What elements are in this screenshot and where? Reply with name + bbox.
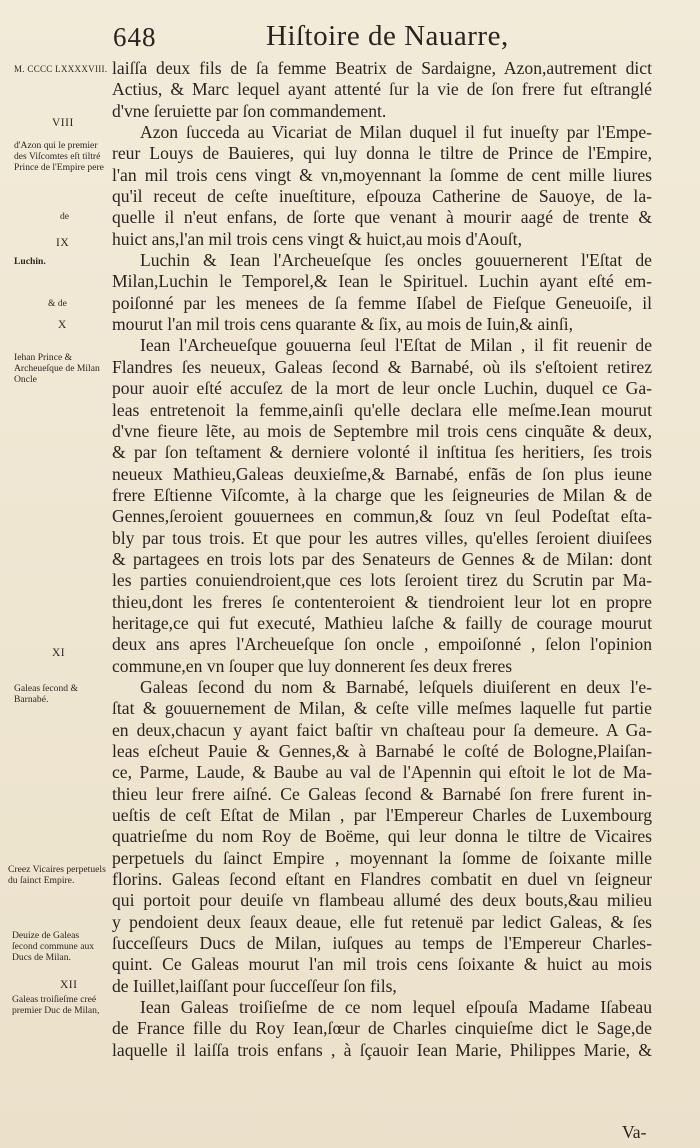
text-line: laiſſa deux fils de ſa femme Beatrix de Sardaigne, Azon,autrement dict	[112, 58, 652, 78]
text-line: frere Eſtienne Viſcomte, à la charge que les ſeigneuries de Milan & de	[112, 484, 652, 505]
text-line: thieu leur frere aiſné. Ce Galeas ſecond & Barnabé ſon frere furent in-	[112, 783, 652, 804]
text-line: leas entretenoit la femme,ainſi qu'elle declara elle meſme.Iean mourut	[112, 399, 652, 420]
margin-note-deuize: Deuize de Galeas ſecond commune aux Ducs de Milan.	[12, 930, 95, 963]
text-line: ſucceſſeurs Ducs de Milan, iuſques au temps de l'Empereur Charles-	[112, 933, 652, 954]
running-title: Hiſtoire de Nauarre,	[266, 20, 509, 52]
margin-number-xii: XII	[60, 979, 78, 991]
margin-note-luchin: Luchin.	[14, 256, 46, 267]
margin-note-azon: d'Azon qui le premier des Viſcomtes eſt tiltré Prince de l'Empire pere	[14, 140, 104, 173]
text-line: quint. Ce Galeas mourut l'an mil trois cens ſoixante & huict au mois	[112, 954, 652, 975]
margin-note-de: de	[60, 211, 70, 222]
margin-note-vicaires: Creez Vicaires perpetuels du ſainct Empire.	[8, 864, 106, 886]
text-line: d'vne ſeruiette par ſon commandement.	[112, 100, 387, 121]
text-line: Iean l'Archeueſque gouuerna ſeul l'Eſtat de Milan , il fit reuenir de	[140, 335, 652, 356]
margin-note-and-de: & de	[48, 298, 67, 309]
text-line: heritage,ce qui fut executé, Mathieu laſche & failly de courage mourut	[112, 612, 652, 633]
text-line: y pendoient deux ſeaux deaue, elle fut retenuë par ledict Galeas, & ſes	[112, 911, 652, 932]
text-line: de Iuillet,laiſſant pour ſucceſſeur ſon fils,	[112, 975, 397, 996]
text-line: les parties conuiendroient,que ces lots ſeroient tirez du Scrutin par Ma-	[112, 570, 652, 591]
text-line: ſtat & gouuernement de Milan, & ceſte ville meſmes laquelle fut partie	[112, 698, 652, 719]
text-line: Iean Galeas troiſieſme de ce nom lequel eſpouſa Madame Iſabeau	[140, 997, 652, 1018]
margin-number-xi: XI	[52, 647, 66, 659]
text-line: florins. Galeas ſecond eſtant en Flandres combatit en duel vn ſeigneur	[112, 869, 652, 890]
text-line: & partagees en trois lots par des Senateurs de Gennes & de Milan: dont	[112, 548, 652, 569]
text-line: Galeas ſecond du nom & Barnabé, leſquels diuiſerent en deux l'e-	[140, 676, 652, 697]
text-line: Azon ſucceda au Vicariat de Milan duquel il fut inueſty par l'Empe-	[140, 122, 652, 143]
text-line: d'vne fieure lẽte, au mois de Septembre mil trois cens cinquãte & deux,	[112, 420, 652, 441]
text-line: poiſonné par les menees de ſa femme Iſabel de Fieſque Geneuoiſe, il	[112, 292, 652, 313]
margin-note-galeas-troisiesme: Galeas troiſieſme creé premier Duc de Milan,	[12, 994, 100, 1016]
text-line: commune,en vn ſouper que luy donnerent ſes deux freres	[112, 655, 513, 676]
text-line: reur Louys de Bauieres, qui luy donna le tiltre de Prince de l'Empire,	[112, 143, 652, 164]
text-line: ce, Parme, Laude, & Baube au val de l'Apennin qui eſtoit le lot de Ma-	[112, 762, 652, 783]
text-line: bly par tous trois. Et que pour les autres villes, qu'elles ſeroient diuiſees	[112, 527, 652, 548]
text-line: laquelle il laiſſa trois enfans , à ſçauoir Iean Marie, Philippes Marie, &	[112, 1039, 652, 1060]
text-line: perpetuels du ſainct Empire , moyennant la ſomme de ſoixante mille	[112, 847, 652, 868]
text-line: Milan,Luchin le Temporel,& Iean le Spirituel. Luchin ayant eſté em-	[112, 271, 652, 292]
text-line: de France fille du Roy Iean,ſœur de Charles cinquieſme dict le Sage,de	[112, 1018, 652, 1039]
catchword: Va-	[622, 1122, 647, 1142]
text-line: Flandres ſes neueux, Galeas ſecond & Barnabé, où ils s'eſtoient retirez	[112, 356, 652, 377]
margin-date: M. CCCC LXXXXVIII.	[14, 64, 108, 74]
text-line: l'an mil trois cens vingt & vn,moyennant la ſomme de cent mille liures	[112, 164, 652, 185]
text-line: quelle il n'eut enfans, de ſorte que venant à mourir aagé de trente &	[112, 207, 652, 228]
text-line: Gennes,ſeroient gouuernees en commun,& ſouz vn ſeul Podeſtat eſta-	[112, 506, 652, 527]
text-line: mourut l'an mil trois cens quarante & ſix, au mois de Iuin,& ainſi,	[112, 314, 574, 335]
margin-note-iehan: Iehan Prince & Archeueſque de Milan Oncle	[14, 352, 100, 385]
text-line: & par ſon teſtament & derniere volonté il inſtitua ſes heritiers, ſes trois	[112, 442, 652, 463]
body-text	[112, 58, 652, 1061]
text-line: quatrieſme du nom Roy de Boëme, qui leur donna le tiltre de Vicaires	[112, 826, 652, 847]
margin-number-ix: IX	[56, 237, 70, 249]
text-line: en deux,chacun y ayant faict baſtir vn chaſteau pour ſa demeure. A Ga-	[112, 719, 652, 740]
margin-number-x: X	[58, 319, 67, 331]
text-line: leas eſcheut Pauie & Gennes,& à Barnabé le coſté de Bologne,Plaiſan-	[112, 741, 652, 761]
margin-number-viii: VIII	[52, 117, 74, 129]
page-number: 648	[113, 22, 157, 52]
text-line: Actius, & Marc lequel ayant attenté ſur la vie de ſon frere fut eſtranglé	[112, 79, 652, 100]
margin-note-galeas-barnabe: Galeas ſecond & Barnabé.	[14, 683, 78, 705]
text-line: qu'il receut de ceſte inueſtiture, eſpouza Catherine de Sauoye, de la-	[112, 186, 652, 207]
text-line: Luchin & Iean l'Archeueſque ſes oncles gouuernerent l'Eſtat de	[140, 250, 652, 271]
text-line: qui portoit pour deuiſe vn flambeau allumé des deux bouts,&au milieu	[112, 890, 652, 911]
text-line: ueſtis de ceſt Eſtat de Milan , par l'Empereur Charles de Luxembourg	[112, 805, 652, 826]
page-header	[0, 12, 700, 52]
text-line: thieu,dont les freres ſe contenteroient & tiendroient leur lot en propre	[112, 591, 652, 612]
text-line: huict ans,l'an mil trois cens vingt & huict,au mois d'Aouſt,	[112, 228, 522, 249]
text-line: pour auoir eſté accuſez de la mort de leur oncle Luchin, duquel ce Ga-	[112, 378, 652, 399]
text-line: neueux Mathieu,Galeas deuxieſme,& Barnabé, enfãs de ſon plus ieune	[112, 463, 652, 484]
text-line: deux ans apres l'Archeueſque ſon oncle , empoiſonné , ſelon l'opinion	[112, 634, 652, 655]
